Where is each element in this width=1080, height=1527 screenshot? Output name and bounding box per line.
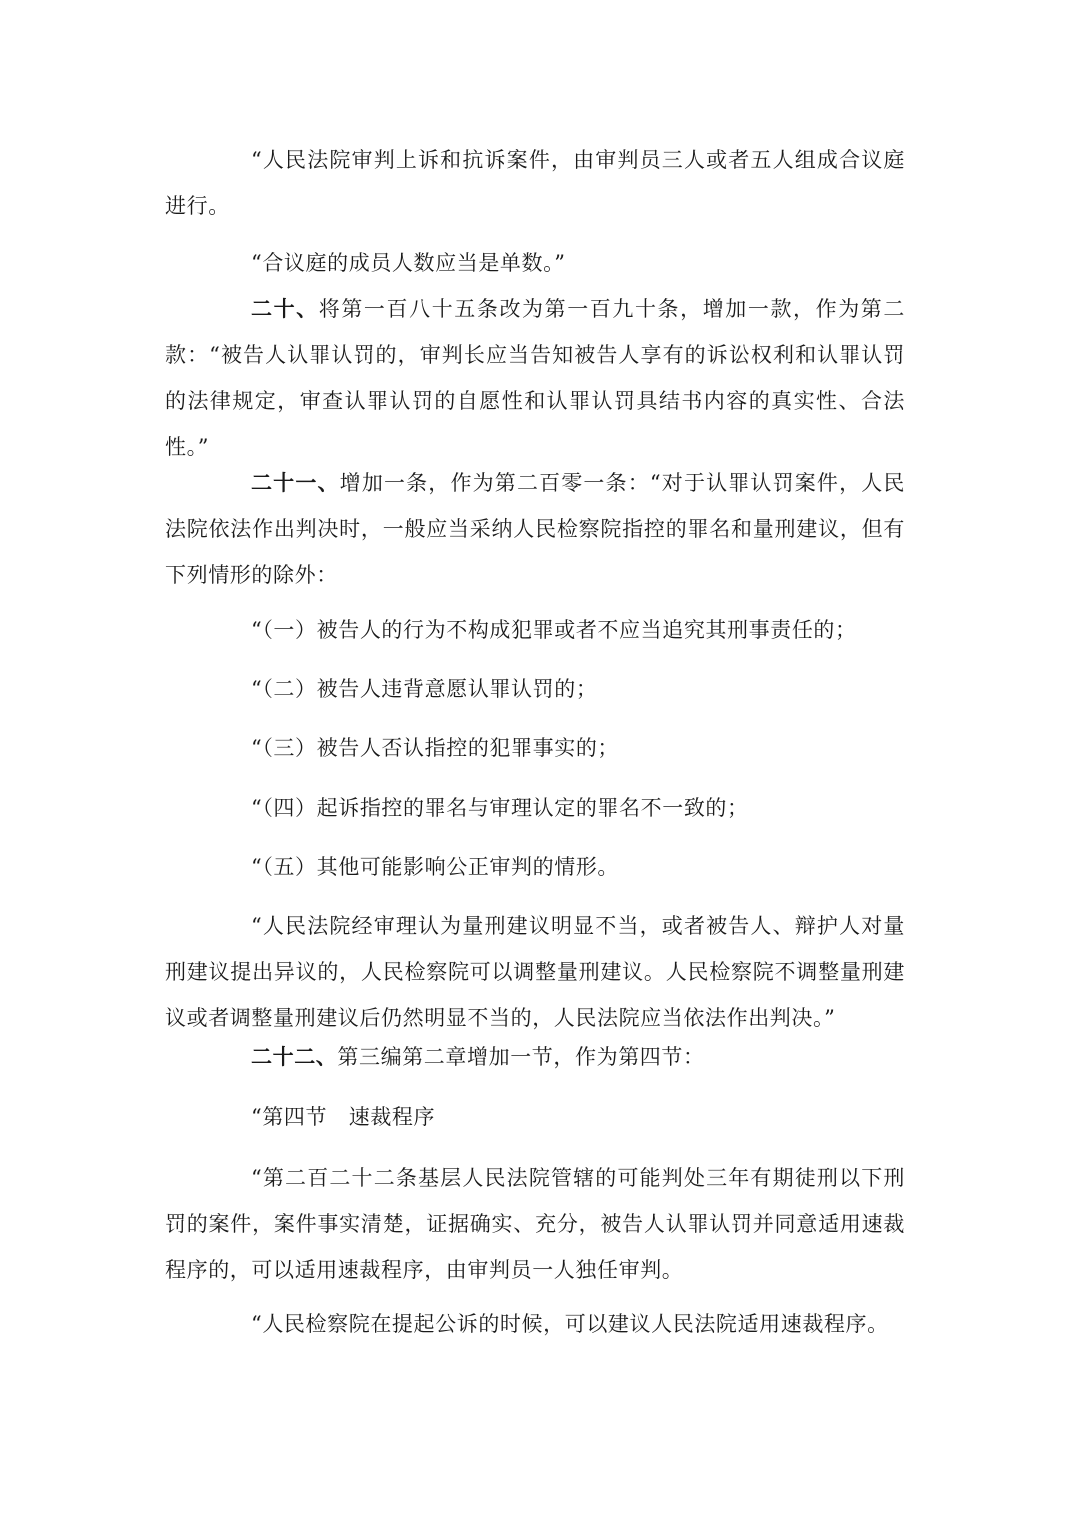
paragraph-exception-3 — [165, 725, 905, 771]
paragraph-item-22 — [165, 1034, 905, 1080]
paragraph-text: “人民检察院在提起公诉的时候，可以建议人民法院适用速裁程序。 — [251, 1312, 889, 1336]
paragraph-sentencing-recommendation — [165, 903, 905, 1041]
paragraph-item-20 — [165, 286, 905, 470]
paragraph-text: “（五）其他可能影响公正审判的情形。 — [251, 855, 620, 879]
paragraph-text: “第二百二十二条基层人民法院管辖的可能判处三年有期徒刑以下刑罚的案件，案件事实清楚，证据确实、充分，被告人认罪认罚并同意适用速裁程序的，可以适用速裁程序，由审判员一人独任审判。 — [165, 1166, 905, 1282]
paragraph-exception-4 — [165, 785, 905, 831]
paragraph-text: “第四节 速裁程序 — [251, 1105, 436, 1129]
paragraph-item-21 — [165, 460, 905, 598]
paragraph-exception-2 — [165, 666, 905, 712]
paragraph-exception-5 — [165, 844, 905, 890]
paragraph-appeal-collegial-panel — [165, 137, 905, 229]
paragraph-text: “（三）被告人否认指控的犯罪事实的； — [251, 736, 620, 760]
paragraph-text: “（二）被告人违背意愿认罪认罚的； — [251, 677, 598, 701]
paragraph-text: 第三编第二章增加一节，作为第四节： — [337, 1045, 705, 1069]
paragraph-procuratorate-suggestion — [165, 1301, 905, 1347]
paragraph-text: “人民法院审判上诉和抗诉案件，由审判员三人或者五人组成合议庭进行。 — [165, 148, 905, 218]
paragraph-exception-1 — [165, 607, 905, 653]
paragraph-text: “人民法院经审理认为量刑建议明显不当，或者被告人、辩护人对量刑建议提出异议的，人民检察院可以调整量刑建议。人民检察院不调整量刑建议或者调整量刑建议后仍然明显不当的，人民法院应当依法作出判决。” — [165, 914, 905, 1030]
paragraph-lead: 二十二、 — [251, 1044, 338, 1069]
paragraph-text: 增加一条，作为第二百零一条：“对于认罪认罚案件，人民法院依法作出判决时，一般应当采纳人民检察院指控的罪名和量刑建议，但有下列情形的除外： — [165, 471, 905, 587]
paragraph-text: “（四）起诉指控的罪名与审理认定的罪名不一致的； — [251, 796, 749, 820]
paragraph-odd-number — [165, 240, 905, 286]
paragraph-lead: 二十一、 — [251, 470, 340, 495]
paragraph-text: “合议庭的成员人数应当是单数。” — [251, 251, 566, 275]
paragraph-text: 将第一百八十五条改为第一百九十条，增加一款，作为第二款：“被告人认罪认罚的，审判长应当告知被告人享有的诉讼权利和认罪认罚的法律规定，审查认罪认罚的自愿性和认罪认罚具结书内容的真实性、合法性。” — [165, 297, 905, 459]
paragraph-text: “（一）被告人的行为不构成犯罪或者不应当追究其刑事责任的； — [251, 618, 857, 642]
paragraph-article-222 — [165, 1155, 905, 1293]
paragraph-section-4-heading — [165, 1094, 905, 1140]
paragraph-lead: 二十、 — [251, 296, 319, 321]
